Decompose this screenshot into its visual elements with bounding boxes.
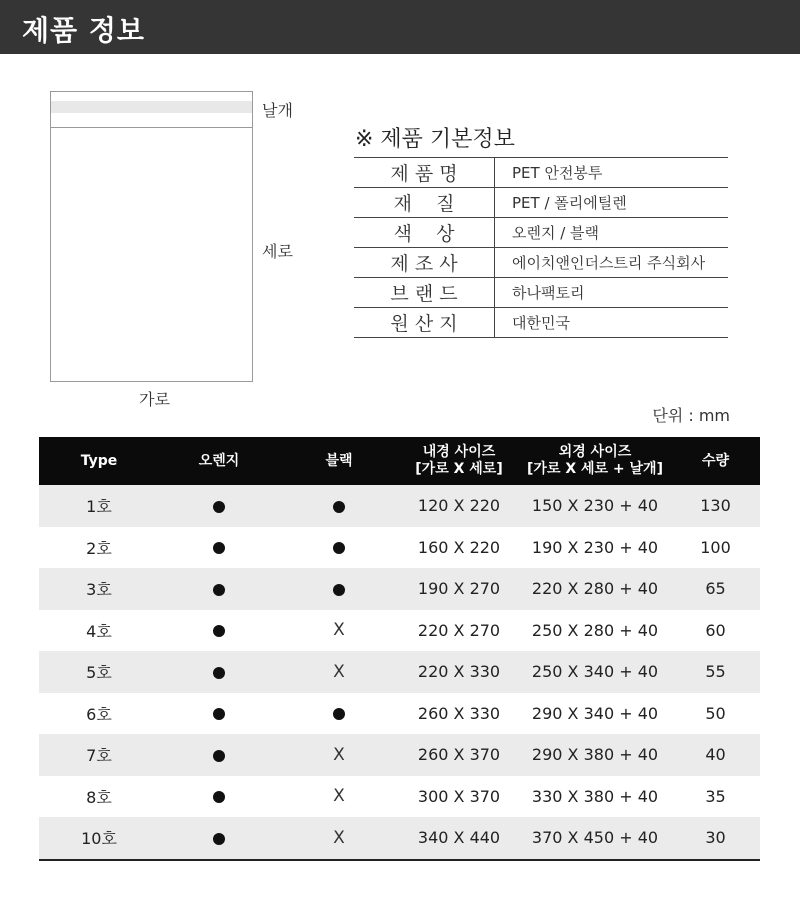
spec-table bbox=[39, 437, 760, 861]
type-cell: 8호 bbox=[86, 787, 112, 807]
orange-cell bbox=[159, 568, 279, 610]
black-cell bbox=[279, 527, 399, 569]
type-cell: 3호 bbox=[39, 568, 159, 610]
unavailable-x-mark: X bbox=[333, 827, 345, 848]
black-cell bbox=[279, 734, 399, 776]
black-cell bbox=[279, 776, 399, 818]
inner-size-cell: 300 X 370 bbox=[417, 786, 501, 806]
outer-size-cell: 330 X 380 + 40 bbox=[531, 786, 659, 806]
bag-fold-line bbox=[51, 127, 252, 128]
unit-label: 단위 : mm bbox=[652, 406, 730, 425]
col-inner-size-title: 내경 사이즈 bbox=[422, 444, 496, 460]
available-dot-icon bbox=[333, 708, 345, 720]
table-row bbox=[39, 693, 760, 735]
outer-size-cell: 220 X 280 + 40 bbox=[519, 568, 671, 610]
table-row bbox=[39, 776, 760, 818]
width-label: 가로 bbox=[139, 390, 170, 409]
black-cell bbox=[279, 610, 399, 652]
type-cell: 10호 bbox=[39, 817, 159, 860]
orange-cell bbox=[159, 817, 279, 860]
info-key: 색 상 bbox=[354, 218, 495, 247]
available-dot-icon bbox=[213, 542, 225, 554]
info-value: 오렌지 / 블랙 bbox=[512, 224, 600, 242]
black-cell bbox=[279, 568, 399, 610]
col-inner-size-sub: [가로 X 세로] bbox=[415, 461, 503, 477]
inner-size-cell: 120 X 220 bbox=[399, 485, 519, 527]
available-dot-icon bbox=[213, 708, 225, 720]
col-type: Type bbox=[39, 437, 159, 485]
type-cell: 1호 bbox=[39, 485, 159, 527]
header-bar bbox=[0, 0, 800, 54]
orange-cell bbox=[159, 610, 279, 652]
info-title: ※ 제품 기본정보 bbox=[355, 127, 515, 152]
available-dot-icon bbox=[213, 750, 225, 762]
info-row bbox=[354, 218, 728, 248]
page-title: 제품 정보 bbox=[22, 14, 145, 47]
outer-size-cell: 150 X 230 + 40 bbox=[519, 485, 671, 527]
available-dot-icon bbox=[213, 667, 225, 679]
height-label: 세로 bbox=[262, 242, 293, 261]
info-value: PET 안전봉투 bbox=[512, 164, 603, 182]
available-dot-icon bbox=[213, 625, 225, 637]
table-row bbox=[39, 527, 760, 569]
info-value: PET / 폴리에틸렌 bbox=[512, 194, 627, 212]
inner-size-cell: 220 X 330 bbox=[399, 651, 519, 693]
spec-header-row bbox=[39, 437, 760, 485]
black-cell bbox=[279, 817, 399, 860]
type-cell: 5호 bbox=[39, 651, 159, 693]
info-table bbox=[354, 157, 728, 338]
bag-flap-band bbox=[51, 101, 252, 113]
table-row bbox=[39, 734, 760, 776]
info-key: 브 랜 드 bbox=[354, 278, 495, 307]
col-outer-size bbox=[519, 437, 671, 485]
qty-cell: 65 bbox=[671, 568, 760, 610]
info-key: 제 조 사 bbox=[354, 248, 495, 277]
flap-label: 날개 bbox=[262, 101, 293, 120]
inner-size-cell: 340 X 440 bbox=[399, 817, 519, 860]
orange-cell bbox=[159, 527, 279, 569]
info-value: 대한민국 bbox=[512, 314, 570, 332]
available-dot-icon bbox=[333, 542, 345, 554]
info-key: 재 질 bbox=[354, 188, 495, 217]
black-cell bbox=[279, 485, 399, 527]
available-dot-icon bbox=[213, 584, 225, 596]
available-dot-icon bbox=[213, 791, 225, 803]
table-row bbox=[39, 568, 760, 610]
info-row bbox=[354, 308, 728, 338]
info-value: 하나팩토리 bbox=[512, 284, 585, 302]
available-dot-icon bbox=[213, 833, 225, 845]
table-row bbox=[39, 485, 760, 527]
outer-size-cell: 190 X 230 + 40 bbox=[531, 537, 659, 557]
inner-size-cell: 260 X 330 bbox=[417, 703, 501, 723]
black-cell bbox=[279, 651, 399, 693]
orange-cell bbox=[159, 734, 279, 776]
col-outer-size-sub: [가로 X 세로 + 날개] bbox=[527, 461, 663, 477]
col-outer-size-title: 외경 사이즈 bbox=[558, 444, 632, 460]
orange-cell bbox=[159, 776, 279, 818]
table-row bbox=[39, 651, 760, 693]
col-inner-size bbox=[399, 437, 519, 485]
outer-size-cell: 290 X 340 + 40 bbox=[531, 703, 659, 723]
unavailable-x-mark: X bbox=[333, 744, 345, 765]
col-qty: 수량 bbox=[671, 437, 760, 485]
spec-body bbox=[39, 485, 760, 860]
qty-cell: 100 bbox=[700, 537, 731, 557]
info-key: 원 산 지 bbox=[354, 308, 495, 337]
qty-cell: 50 bbox=[705, 703, 726, 723]
unavailable-x-mark: X bbox=[333, 620, 345, 641]
qty-cell: 35 bbox=[705, 786, 726, 806]
unavailable-x-mark: X bbox=[333, 661, 345, 682]
qty-cell: 130 bbox=[671, 485, 760, 527]
info-row bbox=[354, 278, 728, 308]
inner-size-cell: 190 X 270 bbox=[399, 568, 519, 610]
type-cell: 2호 bbox=[86, 538, 112, 558]
col-black: 블랙 bbox=[279, 437, 399, 485]
orange-cell bbox=[159, 651, 279, 693]
info-key: 제 품 명 bbox=[354, 158, 495, 187]
info-row bbox=[354, 248, 728, 278]
outer-size-cell: 290 X 380 + 40 bbox=[519, 734, 671, 776]
black-cell bbox=[279, 693, 399, 735]
inner-size-cell: 220 X 270 bbox=[417, 620, 501, 640]
col-orange: 오렌지 bbox=[159, 437, 279, 485]
unavailable-x-mark: X bbox=[333, 786, 345, 807]
available-dot-icon bbox=[333, 501, 345, 513]
available-dot-icon bbox=[213, 501, 225, 513]
table-row bbox=[39, 610, 760, 652]
qty-cell: 55 bbox=[671, 651, 760, 693]
inner-size-cell: 160 X 220 bbox=[417, 537, 501, 557]
bag-diagram bbox=[50, 91, 253, 382]
qty-cell: 40 bbox=[671, 734, 760, 776]
available-dot-icon bbox=[333, 584, 345, 596]
type-cell: 4호 bbox=[86, 621, 112, 641]
info-row bbox=[354, 188, 728, 218]
table-row bbox=[39, 817, 760, 860]
inner-size-cell: 260 X 370 bbox=[399, 734, 519, 776]
info-value: 에이치앤인더스트리 주식회사 bbox=[512, 254, 706, 272]
qty-cell: 30 bbox=[671, 817, 760, 860]
outer-size-cell: 250 X 340 + 40 bbox=[519, 651, 671, 693]
type-cell: 7호 bbox=[39, 734, 159, 776]
info-row bbox=[354, 158, 728, 188]
outer-size-cell: 370 X 450 + 40 bbox=[519, 817, 671, 860]
orange-cell bbox=[159, 693, 279, 735]
qty-cell: 60 bbox=[705, 620, 726, 640]
outer-size-cell: 250 X 280 + 40 bbox=[531, 620, 659, 640]
type-cell: 6호 bbox=[86, 704, 112, 724]
orange-cell bbox=[159, 485, 279, 527]
